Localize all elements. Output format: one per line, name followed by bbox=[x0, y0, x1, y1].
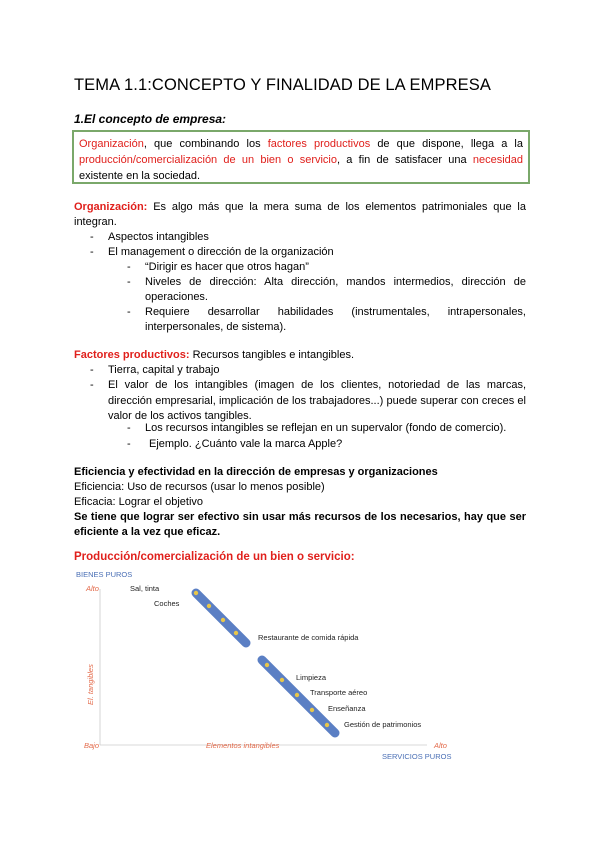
organizacion-item-2: El management o dirección de la organización bbox=[108, 246, 334, 258]
organizacion-label: Organización: bbox=[74, 201, 148, 213]
list-bullet: - bbox=[127, 422, 131, 434]
item-label: Coches bbox=[154, 599, 180, 608]
factores-subitem-1: Los recursos intangibles se reflejan en un supervalor (fondo de comercio). bbox=[145, 422, 507, 434]
eficiencia-heading: Eficiencia y efectividad en la dirección de empresas y organizaciones bbox=[74, 466, 438, 478]
y-high-label: Alto bbox=[86, 584, 99, 593]
list-bullet: - bbox=[90, 246, 94, 258]
list-bullet: - bbox=[127, 438, 131, 450]
factores-paragraph bbox=[74, 348, 526, 363]
factores-label: Factores productivos: bbox=[74, 349, 190, 361]
definition-text: existente en la sociedad. bbox=[79, 170, 201, 182]
list-bullet: - bbox=[90, 231, 94, 243]
chart-bottom-label: SERVICIOS PUROS bbox=[382, 752, 452, 761]
x-high-label: Alto bbox=[434, 741, 447, 750]
factores-item-2: El valor de los intangibles (imagen de los clientes, notoriedad de las marcas, dirección empresarial, implicación de los trabajadores...) puede superar con creces el valor de los activos tangibles. bbox=[108, 379, 526, 422]
item-dot bbox=[265, 663, 269, 667]
y-axis-label: El. tangibles bbox=[86, 664, 95, 705]
item-dot bbox=[234, 631, 238, 635]
organizacion-subitem-3: Requiere desarrollar habilidades (instrumentales, intrapersonales, interpersonales, de sistema). bbox=[145, 306, 526, 333]
x-axis-label: Elementos intangibles bbox=[206, 741, 280, 750]
origin-label: Bajo bbox=[84, 741, 100, 750]
goods-band bbox=[196, 593, 246, 643]
definition-text: de que dispone, llega a la bbox=[370, 138, 523, 150]
item-label: Restaurante de comida rápida bbox=[258, 633, 359, 642]
organizacion-subitem-2: Niveles de dirección: Alta dirección, mandos intermedios, dirección de operaciones. bbox=[145, 276, 526, 303]
definition-text: , a fin de satisfacer una bbox=[337, 154, 473, 166]
list-bullet: - bbox=[127, 306, 131, 318]
item-dot bbox=[295, 693, 299, 697]
item-dot bbox=[194, 591, 198, 595]
definition-factores: factores productivos bbox=[267, 138, 371, 150]
item-dot bbox=[280, 678, 284, 682]
item-label: Gestión de patrimonios bbox=[344, 720, 422, 729]
item-dot bbox=[207, 604, 211, 608]
eficiencia-conclusion: Se tiene que lograr ser efectivo sin usar más recursos de los necesarios, hay que ser eficiente a la vez que eficaz. bbox=[74, 511, 526, 538]
chart-top-label: BIENES PUROS bbox=[76, 570, 133, 579]
band-goods-segment bbox=[196, 593, 246, 643]
factores-text: Recursos tangibles e intangibles. bbox=[189, 349, 355, 361]
eficacia-line: Eficacia: Lograr el objetivo bbox=[74, 496, 204, 508]
produccion-heading: Producción/comercialización de un bien o servicio: bbox=[74, 551, 355, 563]
organizacion-item-1: Aspectos intangibles bbox=[108, 231, 209, 243]
organizacion-text: Es algo más que la mera suma de los elementos patrimoniales que la integran. bbox=[74, 201, 526, 228]
definition-necesidad: necesidad bbox=[472, 154, 523, 166]
item-label: Transporte aéreo bbox=[310, 688, 368, 697]
item-dot bbox=[221, 618, 225, 622]
goods-services-diagram bbox=[72, 567, 472, 767]
item-dot bbox=[310, 708, 314, 712]
list-bullet: - bbox=[127, 276, 131, 288]
eficiencia-line: Eficiencia: Uso de recursos (usar lo menos posible) bbox=[74, 481, 325, 493]
item-label: Sal, tinta bbox=[130, 584, 160, 593]
definition-text: , que combinando los bbox=[143, 138, 268, 150]
item-label: Enseñanza bbox=[328, 704, 366, 713]
definition-produccion: producción/comercialización de un bien o servicio bbox=[79, 154, 337, 166]
organizacion-subitem-1: “Dirigir es hacer que otros hagan” bbox=[145, 261, 309, 273]
list-bullet: - bbox=[90, 379, 94, 391]
factores-item-1: Tierra, capital y trabajo bbox=[108, 364, 220, 376]
list-bullet: - bbox=[127, 261, 131, 273]
list-bullet: - bbox=[90, 364, 94, 376]
item-label: Limpieza bbox=[296, 673, 327, 682]
organizacion-paragraph bbox=[74, 200, 526, 230]
page-title: TEMA 1.1:CONCEPTO Y FINALIDAD DE LA EMPRESA bbox=[74, 76, 491, 94]
item-dot bbox=[325, 723, 329, 727]
section-heading: 1.El concepto de empresa: bbox=[74, 112, 227, 126]
definition-organizacion: Organización bbox=[79, 138, 144, 150]
factores-subitem-2: Ejemplo. ¿Cuánto vale la marca Apple? bbox=[149, 438, 343, 450]
definition-box bbox=[72, 130, 530, 184]
